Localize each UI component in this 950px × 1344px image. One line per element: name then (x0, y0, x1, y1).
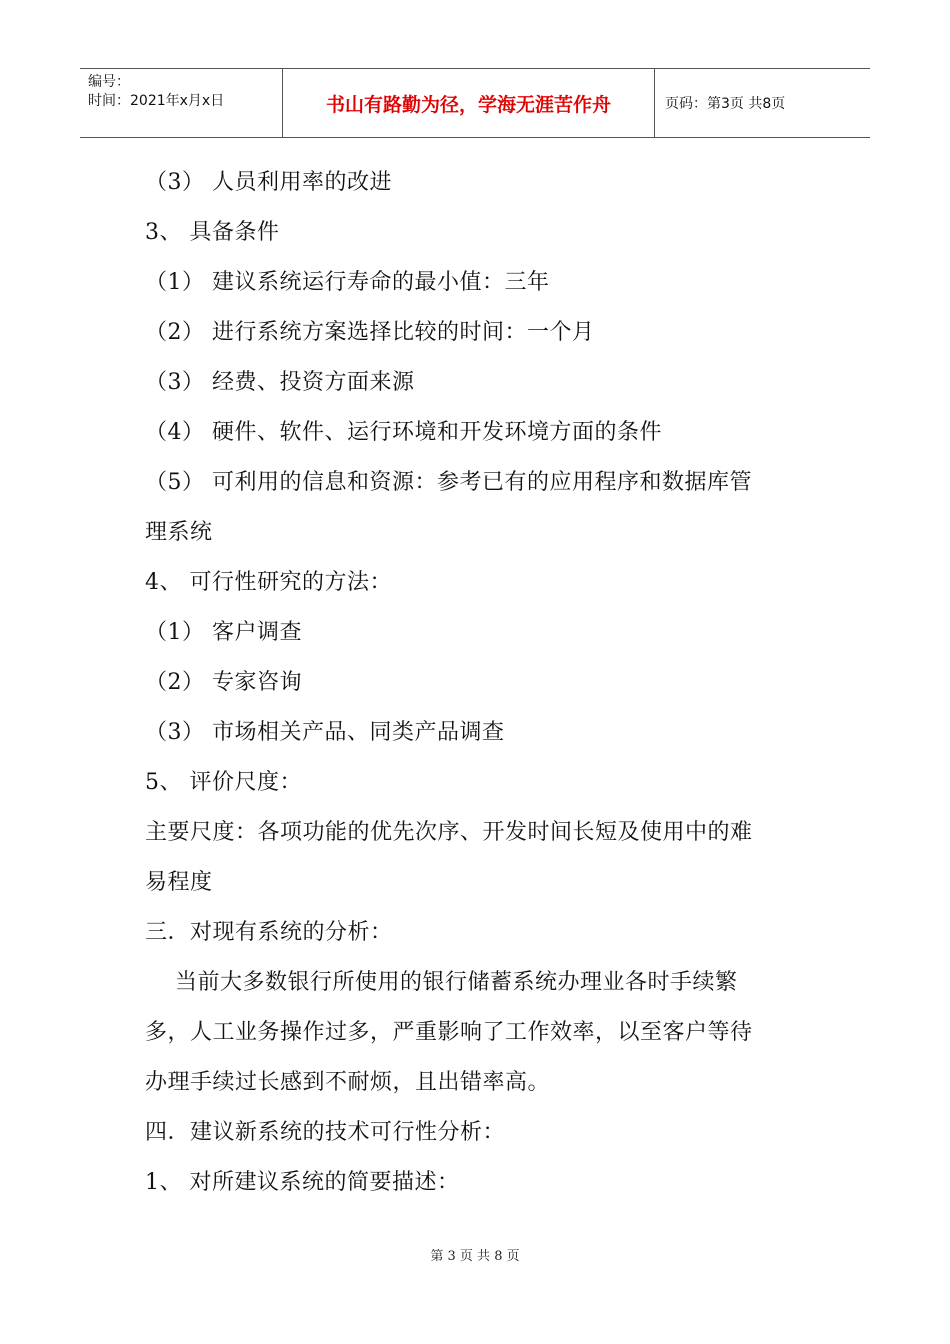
document-date: 时间：2021年x月x日 (88, 93, 225, 109)
text-line: 办理手续过长感到不耐烦，且出错率高。 (145, 1070, 551, 1095)
header-meta (80, 69, 283, 137)
text-line: 当前大多数银行所使用的银行储蓄系统办理业各时手续繁 (145, 970, 738, 995)
text-line: （3） 市场相关产品、同类产品调查 (145, 720, 505, 745)
text-line: （2） 专家咨询 (145, 670, 302, 695)
page-header (80, 68, 870, 138)
text-line: （3） 人员利用率的改进 (145, 170, 392, 195)
text-line: 理系统 (145, 520, 213, 545)
document-number: 编号： (88, 74, 130, 90)
text-line: 多，人工业务操作过多，严重影响了工作效率，以至客户等待 (145, 1020, 753, 1045)
text-line: 四．建议新系统的技术可行性分析： (145, 1120, 506, 1145)
header-motto: 书山有路勤为径，学海无涯苦作舟 (283, 69, 655, 137)
text-line: （1） 客户调查 (145, 620, 302, 645)
text-line: （4） 硬件、软件、运行环境和开发环境方面的条件 (145, 420, 662, 445)
text-line: 4、 可行性研究的方法： (145, 570, 392, 595)
text-line: （1） 建议系统运行寿命的最小值：三年 (145, 270, 550, 295)
text-line: 5、 评价尺度： (145, 770, 302, 795)
text-line: 主要尺度：各项功能的优先次序、开发时间长短及使用中的难 (145, 820, 753, 845)
text-line: 1、 对所建议系统的简要描述： (145, 1170, 460, 1195)
page-footer: 第 3 页 共 8 页 (430, 1249, 520, 1264)
text-line: 三．对现有系统的分析： (145, 920, 393, 945)
text-line: （2） 进行系统方案选择比较的时间：一个月 (145, 320, 595, 345)
text-line: （5） 可利用的信息和资源：参考已有的应用程序和数据库管 (145, 470, 752, 495)
header-page-info: 页码：第3页 共8页 (665, 96, 786, 112)
text-line: （3） 经费、投资方面来源 (145, 370, 415, 395)
text-line: 易程度 (145, 870, 213, 895)
text-line: 3、 具备条件 (145, 220, 280, 245)
